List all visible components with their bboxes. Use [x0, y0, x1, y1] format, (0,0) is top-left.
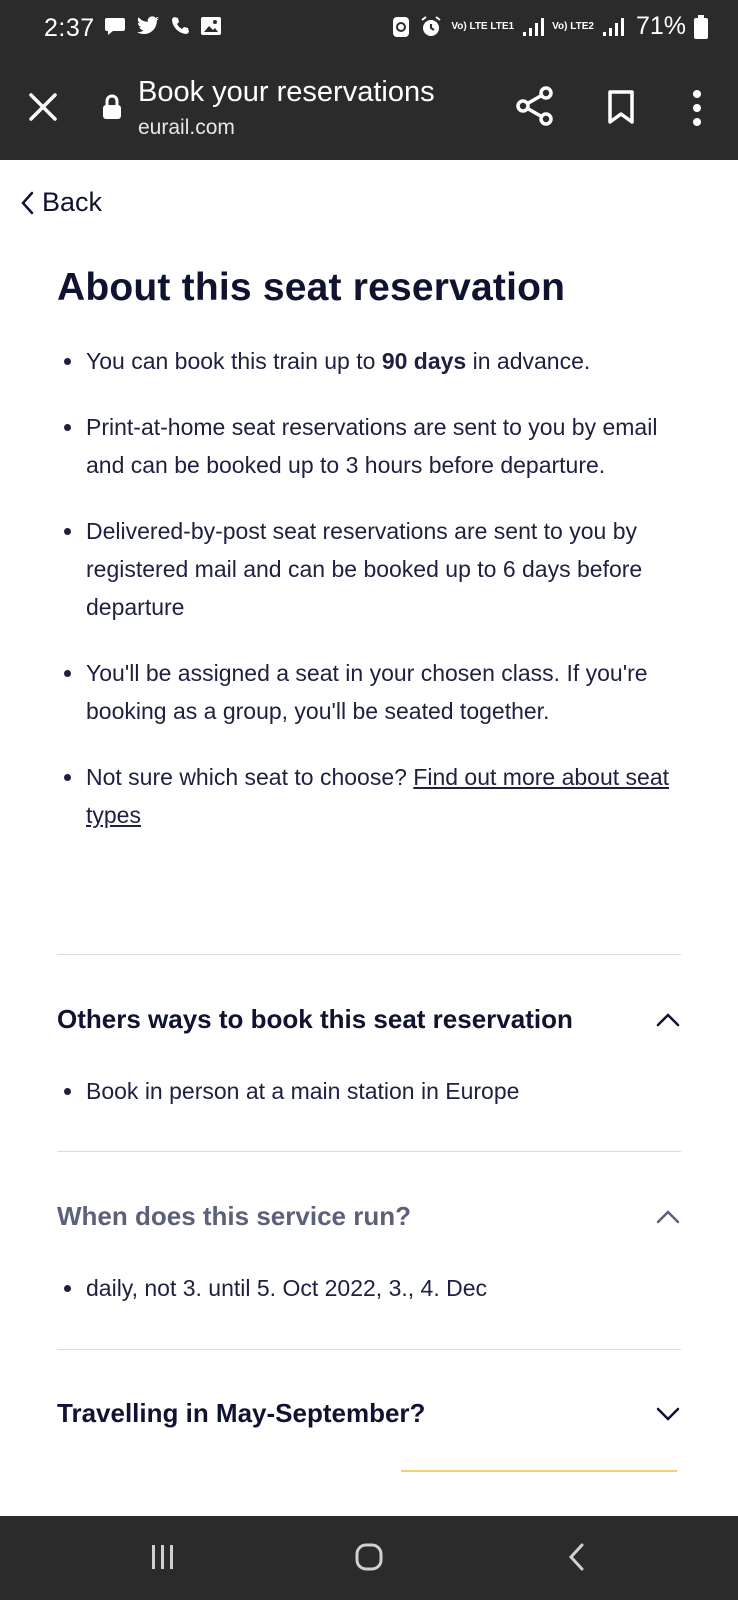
- section-other-ways-header[interactable]: [57, 1004, 681, 1035]
- accent-line: [401, 1470, 677, 1472]
- phone-icon: [170, 16, 190, 36]
- list-item: Delivered-by-post seat reservations are sent to you by registered mail and can be booked up to 6 days before departure: [57, 512, 685, 626]
- status-time: 2:37: [44, 14, 95, 42]
- data-saver-icon: [391, 15, 411, 39]
- back-icon[interactable]: [566, 1542, 586, 1572]
- back-label: Back: [42, 187, 103, 217]
- list-item: Not sure which seat to choose? Find out more about seat types: [57, 758, 685, 834]
- more-vertical-icon[interactable]: [686, 88, 708, 128]
- gallery-icon: [200, 16, 222, 36]
- section-service-run-header[interactable]: [57, 1201, 681, 1232]
- share-icon[interactable]: [516, 86, 554, 126]
- divider: [57, 1151, 681, 1152]
- recent-apps-icon[interactable]: [150, 1543, 176, 1571]
- network-2-label: Vo) LTE2: [552, 20, 594, 32]
- seat-types-link[interactable]: Find out more about seat types: [86, 764, 670, 828]
- page-heading: About this seat reservation: [57, 266, 566, 309]
- chevron-up-icon[interactable]: [655, 1209, 681, 1225]
- list-item: Print-at-home seat reservations are sent to you by email and can be booked up to 3 hours before departure.: [57, 408, 685, 484]
- section-title: Travelling in May-September?: [57, 1398, 426, 1428]
- list-item: You'll be assigned a seat in your chosen class. If you're booking as a group, you'll be seated together.: [57, 654, 685, 730]
- back-link[interactable]: [20, 187, 102, 218]
- battery-icon: [694, 15, 708, 39]
- bookmark-icon[interactable]: [606, 90, 636, 124]
- browser-toolbar: [0, 56, 738, 160]
- other-ways-list: [57, 1072, 685, 1110]
- section-travelling-header[interactable]: [57, 1398, 681, 1429]
- page-title: Book your reservations: [138, 76, 435, 108]
- twitter-icon: [136, 16, 160, 36]
- section-title: Others ways to book this seat reservation: [57, 1004, 573, 1034]
- chevron-up-icon[interactable]: [655, 1012, 681, 1028]
- page-url[interactable]: eurail.com: [138, 116, 235, 139]
- status-bar: [0, 0, 738, 56]
- chat-icon: [104, 16, 126, 36]
- home-icon[interactable]: [354, 1542, 384, 1572]
- battery-percent: 71%: [635, 12, 686, 40]
- service-run-list: [57, 1269, 685, 1307]
- lock-icon: [102, 94, 122, 120]
- notification-icons: [104, 16, 222, 36]
- signal-1-icon: [522, 17, 544, 37]
- advance-days: 90 days: [381, 348, 467, 374]
- close-icon[interactable]: [26, 90, 60, 124]
- system-status: [391, 12, 708, 41]
- divider: [57, 1349, 681, 1350]
- divider: [57, 954, 681, 955]
- list-item: You can book this train up to 90 days in advance.: [57, 342, 685, 380]
- network-1-label: Vo) LTE LTE1: [451, 20, 515, 32]
- list-item: daily, not 3. until 5. Oct 2022, 3., 4. Dec: [57, 1269, 685, 1307]
- system-navigation-bar: [0, 1516, 738, 1600]
- alarm-icon: [419, 15, 443, 39]
- about-bullet-list: [57, 342, 685, 834]
- list-item: Book in person at a main station in Europe: [57, 1072, 685, 1110]
- signal-2-icon: [602, 17, 624, 37]
- chevron-down-icon[interactable]: [655, 1406, 681, 1422]
- chevron-left-icon: [20, 191, 34, 215]
- section-title: When does this service run?: [57, 1201, 411, 1231]
